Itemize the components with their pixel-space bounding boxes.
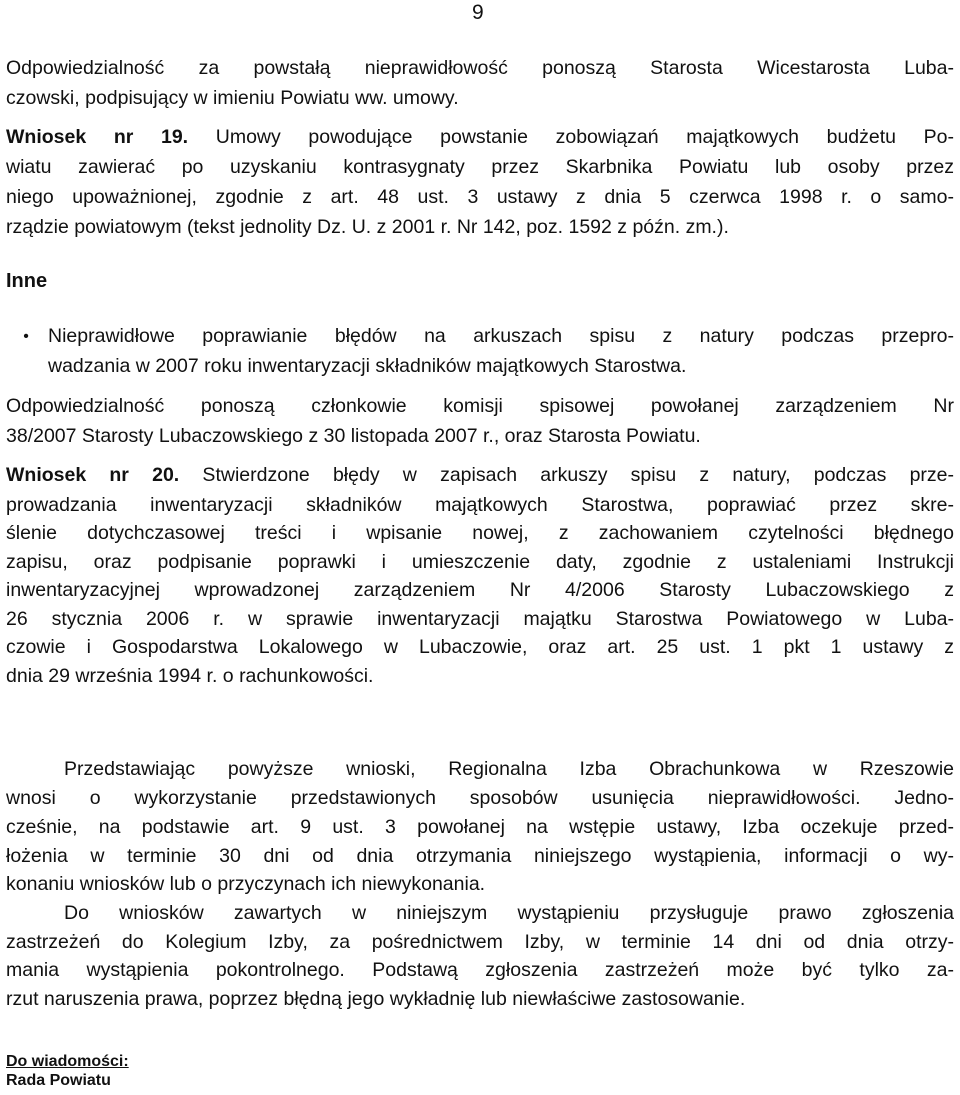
- text-line: wiatu zawierać po uzyskaniu kontrasygnaty przez Skarbnika Powiatu lub osoby przez: [6, 156, 954, 178]
- text-line: ślenie dotychczasowej treści i wpisanie nowej, z zachowaniem czytelności błędnego: [6, 522, 954, 544]
- text-line: Do wniosków zawartych w niniejszym wystąpieniu przysługuje prawo zgłoszenia: [64, 902, 954, 924]
- text-line: Nieprawidłowe poprawianie błędów na arkuszach spisu z natury podczas przepro-: [48, 325, 954, 347]
- text-line: dnia 29 września 1994 r. o rachunkowości.: [6, 665, 374, 687]
- text-line: zapisu, oraz podpisanie poprawki i umieszczenie daty, zgodnie z ustaleniami Instrukcji: [6, 551, 954, 573]
- text-line: Przedstawiając powyższe wnioski, Regionalna Izba Obrachunkowa w Rzeszowie: [64, 758, 954, 780]
- text-line: 38/2007 Starosty Lubaczowskiego z 30 listopada 2007 r., oraz Starosta Powiatu.: [6, 425, 701, 447]
- text-line: czowski, podpisujący w imieniu Powiatu ww. umowy.: [6, 87, 459, 109]
- text-line: cześnie, na podstawie art. 9 ust. 3 powołanej na wstępie ustawy, Izba oczekuje przed-: [6, 816, 954, 838]
- wniosek-text: Umowy powodujące powstanie zobowiązań majątkowych budżetu Po-: [188, 126, 955, 148]
- bullet-icon: •: [23, 328, 29, 345]
- text-line: Odpowiedzialność za powstałą nieprawidłowość ponoszą Starosta Wicestarosta Luba-: [6, 57, 954, 79]
- text-line: [6, 461, 954, 490]
- text-line: inwentaryzacyjnej wprowadzonej zarządzeniem Nr 4/2006 Starosty Lubaczowskiego z: [6, 579, 954, 601]
- text-line: rzut naruszenia prawa, poprzez błędną jego wykładnię lub niewłaściwe zastosowanie.: [6, 988, 746, 1010]
- text-line: czowie i Gospodarstwa Lokalowego w Lubaczowie, oraz art. 25 ust. 1 pkt 1 ustawy z: [6, 636, 954, 658]
- text-line: wnosi o wykorzystanie przedstawionych sposobów usunięcia nieprawidłowości. Jedno-: [6, 787, 954, 809]
- section-heading-inne: Inne: [6, 270, 48, 292]
- text-line: [6, 123, 954, 152]
- wniosek-label: Wniosek nr 20.: [6, 464, 180, 486]
- text-line: rządzie powiatowym (tekst jednolity Dz. U. z 2001 r. Nr 142, poz. 1592 z późn. zm.).: [6, 216, 729, 238]
- text-line: zastrzeżeń do Kolegium Izby, za pośrednictwem Izby, w terminie 14 dni od dnia otrzy-: [6, 931, 954, 953]
- wniosek-label: Wniosek nr 19.: [6, 126, 189, 148]
- text-line: niego upoważnionej, zgodnie z art. 48 ust. 3 ustawy z dnia 5 czerwca 1998 r. o samo-: [6, 186, 954, 208]
- wniosek-text: Stwierdzone błędy w zapisach arkuszy spisu z natury, podczas prze-: [179, 464, 955, 486]
- text-line: prowadzania inwentaryzacji składników majątkowych Starostwa, poprawiać przez skre-: [6, 494, 954, 516]
- text-line: 26 stycznia 2006 r. w sprawie inwentaryzacji majątku Starostwa Powiatowego w Luba-: [6, 608, 954, 630]
- text-line: konaniu wniosków lub o przyczynach ich niewykonania.: [6, 873, 486, 895]
- text-line: wadzania w 2007 roku inwentaryzacji składników majątkowych Starostwa.: [48, 355, 687, 377]
- recipient-rada-powiatu: Rada Powiatu: [6, 1072, 111, 1089]
- text-line: Odpowiedzialność ponoszą członkowie komisji spisowej powołanej zarządzeniem Nr: [6, 395, 954, 417]
- page-number: 9: [472, 1, 484, 24]
- do-wiadomosci-text: Do wiadomości:: [6, 1053, 129, 1070]
- text-line: łożenia w terminie 30 dni od dnia otrzymania niniejszego wystąpienia, informacji o wy-: [6, 845, 954, 867]
- text-line: mania wystąpienia pokontrolnego. Podstawą zgłoszenia zastrzeżeń może być tylko za-: [6, 959, 954, 981]
